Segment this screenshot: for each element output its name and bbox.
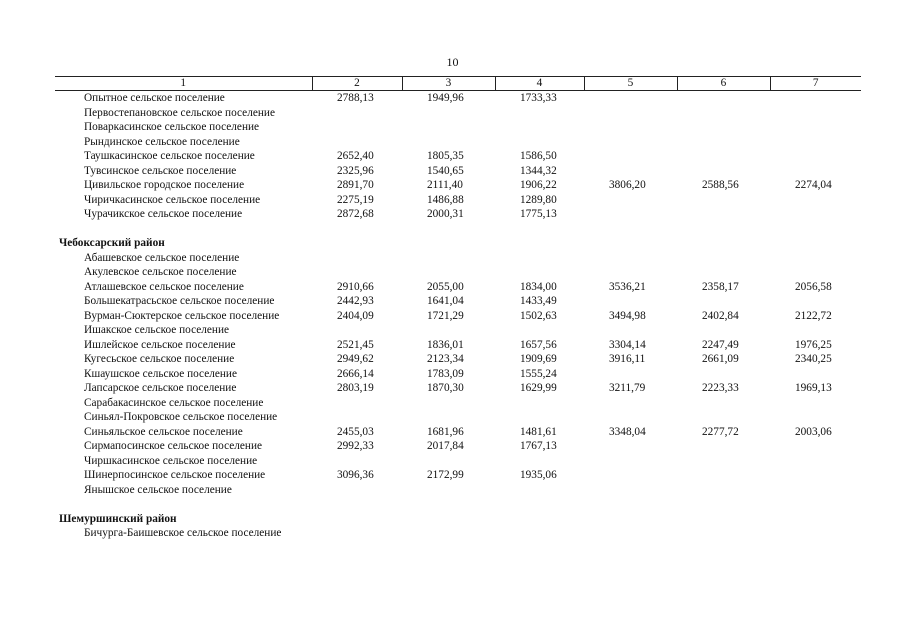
column-header-1: 1 [55, 77, 312, 91]
value-col-4: 1834,00 [520, 280, 557, 293]
settlement-name: Чиршкасинское сельское поселение [84, 454, 258, 467]
value-col-6 [677, 483, 770, 498]
value-col-4: 1733,33 [520, 92, 557, 104]
settlement-name: Цивильское городское поселение [84, 179, 245, 191]
value-col-2: 2404,09 [337, 309, 374, 322]
value-col-7: 2056,58 [795, 280, 832, 293]
value-col-3: 1486,88 [427, 193, 464, 206]
table-row [55, 367, 861, 382]
value-col-7 [770, 410, 861, 425]
column-header-2: 2 [312, 77, 402, 91]
value-col-3 [402, 483, 495, 498]
value-col-7: 1969,13 [795, 382, 832, 394]
value-col-3: 1949,96 [427, 92, 464, 104]
value-col-3: 2055,00 [427, 280, 464, 293]
value-col-2: 2442,93 [337, 295, 374, 307]
value-col-7 [770, 193, 861, 208]
value-col-6 [677, 323, 770, 338]
value-col-4 [495, 135, 584, 150]
value-col-4: 1586,50 [520, 150, 557, 162]
value-col-4: 1906,22 [520, 179, 557, 191]
value-col-5: 3494,98 [609, 309, 646, 322]
district-heading-row [55, 236, 861, 251]
table-row [55, 91, 861, 106]
table-row [55, 265, 861, 280]
value-col-7 [770, 149, 861, 164]
settlement-name: Бичурга-Баишевское сельское поселение [84, 527, 282, 539]
table-body [55, 91, 861, 541]
value-col-6: 2588,56 [702, 179, 739, 191]
value-col-5 [584, 120, 677, 135]
value-col-6 [677, 439, 770, 454]
value-col-7 [770, 164, 861, 179]
value-col-2: 2652,40 [337, 150, 374, 162]
value-col-5 [584, 468, 677, 483]
value-col-2 [312, 135, 402, 150]
value-col-6: 2358,17 [702, 280, 739, 293]
settlement-name: Атлашевское сельское поселение [84, 280, 244, 293]
value-col-3: 1641,04 [427, 295, 464, 307]
settlement-name: Первостепановское сельское поселение [84, 106, 275, 119]
settlement-name: Кшаушское сельское поселение [84, 367, 237, 380]
table-row [55, 280, 861, 295]
value-col-5 [584, 367, 677, 382]
value-col-4: 1502,63 [520, 309, 557, 322]
value-col-6 [677, 251, 770, 266]
value-col-6 [677, 410, 770, 425]
value-col-3: 1721,29 [427, 309, 464, 322]
value-col-3: 1783,09 [427, 367, 464, 380]
value-col-7 [770, 468, 861, 483]
value-col-3 [402, 120, 495, 135]
value-col-4 [495, 106, 584, 121]
table-row [55, 207, 861, 222]
value-col-7 [770, 251, 861, 266]
district-name: Шемуршинский район [59, 512, 177, 525]
settlement-name: Лапсарское сельское поселение [84, 382, 237, 394]
table-row [55, 454, 861, 469]
value-col-6: 2223,33 [702, 382, 739, 394]
value-col-2 [312, 410, 402, 425]
value-col-7: 2122,72 [795, 309, 832, 322]
value-col-7 [770, 120, 861, 135]
value-col-2: 2275,19 [337, 193, 374, 206]
table-row [55, 338, 861, 353]
value-col-5 [584, 106, 677, 121]
value-col-3: 1805,35 [427, 150, 464, 162]
table-row [55, 396, 861, 411]
value-col-7 [770, 367, 861, 382]
value-col-2: 2666,14 [337, 367, 374, 380]
district-heading-row [55, 512, 861, 527]
value-col-2: 2891,70 [337, 179, 374, 191]
table-row [55, 323, 861, 338]
settlement-name: Синьял-Покровское сельское поселение [84, 411, 278, 423]
value-col-6: 2661,09 [702, 353, 739, 365]
value-col-5: 3348,04 [609, 425, 646, 438]
settlement-name: Кугесьское сельское поселение [84, 353, 235, 365]
settlement-name: Поваркасинское сельское поселение [84, 121, 260, 133]
value-col-3: 1540,65 [427, 164, 464, 177]
value-col-4 [495, 265, 584, 280]
table-row [55, 526, 861, 541]
value-col-7 [770, 439, 861, 454]
value-col-6 [677, 164, 770, 179]
spacer-cell [55, 222, 861, 237]
settlement-name: Чурачикское сельское поселение [84, 208, 243, 220]
value-col-4: 1433,49 [520, 295, 557, 307]
value-col-4: 1775,13 [520, 208, 557, 220]
table-row [55, 149, 861, 164]
value-col-3 [402, 323, 495, 338]
value-col-6 [677, 367, 770, 382]
value-col-3: 2123,34 [427, 353, 464, 365]
data-table [55, 76, 861, 541]
value-col-6 [677, 294, 770, 309]
table-row [55, 135, 861, 150]
value-col-2: 2325,96 [337, 164, 374, 177]
value-col-3: 1681,96 [427, 425, 464, 438]
spacer-cell [55, 497, 861, 512]
settlement-name: Сирмапосинское сельское поселение [84, 440, 263, 452]
value-col-2 [312, 120, 402, 135]
value-col-2 [312, 526, 402, 541]
value-col-5 [584, 294, 677, 309]
table-row [55, 178, 861, 193]
value-col-5 [584, 454, 677, 469]
value-col-4: 1344,32 [520, 164, 557, 177]
settlement-name: Янышское сельское поселение [84, 483, 232, 496]
value-col-6 [677, 91, 770, 106]
table-row [55, 352, 861, 367]
settlement-name: Сарабакасинское сельское поселение [84, 396, 264, 409]
value-col-7: 2274,04 [795, 179, 832, 191]
settlement-name: Абашевское сельское поселение [84, 251, 240, 264]
value-col-4 [495, 323, 584, 338]
table-row [55, 106, 861, 121]
value-col-7: 2340,25 [795, 353, 832, 365]
value-col-4 [495, 454, 584, 469]
value-col-5 [584, 207, 677, 222]
value-col-2: 2992,33 [337, 440, 374, 452]
settlement-name: Рындинское сельское поселение [84, 135, 240, 148]
value-col-2 [312, 251, 402, 266]
value-col-2: 2872,68 [337, 208, 374, 220]
table-row [55, 381, 861, 396]
value-col-5 [584, 323, 677, 338]
table-row [55, 425, 861, 440]
value-col-2 [312, 265, 402, 280]
page-number: 10 [446, 55, 459, 69]
value-col-3 [402, 396, 495, 411]
value-col-7 [770, 483, 861, 498]
value-col-4: 1289,80 [520, 193, 557, 206]
settlement-name: Таушкасинское сельское поселение [84, 150, 255, 162]
value-col-6 [677, 454, 770, 469]
value-col-3 [402, 251, 495, 266]
value-col-6 [677, 149, 770, 164]
value-col-3 [402, 135, 495, 150]
value-col-4: 1629,99 [520, 382, 557, 394]
value-col-7 [770, 454, 861, 469]
settlement-name: Ишлейское сельское поселение [84, 338, 236, 351]
value-col-4 [495, 396, 584, 411]
settlement-name: Опытное сельское поселение [84, 92, 225, 104]
spacer-row [55, 222, 861, 237]
value-col-5 [584, 251, 677, 266]
value-col-2: 2949,62 [337, 353, 374, 365]
table-row [55, 410, 861, 425]
settlement-name: Тувсинское сельское поселение [84, 164, 237, 177]
value-col-6: 2247,49 [702, 338, 739, 351]
value-col-4 [495, 483, 584, 498]
value-col-5 [584, 193, 677, 208]
value-col-5 [584, 439, 677, 454]
value-col-4 [495, 251, 584, 266]
table-row [55, 164, 861, 179]
value-col-4 [495, 526, 584, 541]
value-col-7 [770, 106, 861, 121]
value-col-2 [312, 396, 402, 411]
value-col-3: 1870,30 [427, 382, 464, 394]
value-col-5: 3806,20 [609, 179, 646, 191]
value-col-2: 2521,45 [337, 338, 374, 351]
value-col-6: 2277,72 [702, 425, 739, 438]
value-col-2: 2788,13 [337, 92, 374, 104]
value-col-2: 3096,36 [337, 469, 374, 481]
value-col-5 [584, 164, 677, 179]
settlement-name: Шинерпосинское сельское поселение [84, 469, 266, 481]
value-col-6 [677, 106, 770, 121]
column-header-3: 3 [402, 77, 495, 91]
table-row [55, 483, 861, 498]
settlement-name: Чиричкасинское сельское поселение [84, 193, 261, 206]
district-name: Чебоксарский район [59, 237, 165, 249]
value-col-2: 2803,19 [337, 382, 374, 394]
value-col-5 [584, 396, 677, 411]
value-col-5 [584, 135, 677, 150]
table-row [55, 193, 861, 208]
value-col-3: 2111,40 [427, 179, 463, 191]
value-col-7 [770, 294, 861, 309]
value-col-2 [312, 483, 402, 498]
value-col-2: 2455,03 [337, 425, 374, 438]
value-col-3 [402, 454, 495, 469]
spacer-row [55, 497, 861, 512]
table-header-row [55, 77, 861, 91]
value-col-3: 2017,84 [427, 440, 464, 452]
column-header-6: 6 [677, 77, 770, 91]
value-col-7 [770, 396, 861, 411]
table-row [55, 294, 861, 309]
value-col-4 [495, 410, 584, 425]
value-col-4: 1481,61 [520, 425, 557, 438]
value-col-2 [312, 323, 402, 338]
value-col-6 [677, 207, 770, 222]
table-row [55, 468, 861, 483]
value-col-7 [770, 265, 861, 280]
value-col-2 [312, 454, 402, 469]
value-col-5: 3536,21 [609, 280, 646, 293]
value-col-7: 2003,06 [795, 425, 832, 438]
value-col-4: 1909,69 [520, 353, 557, 365]
value-col-2 [312, 106, 402, 121]
value-col-6: 2402,84 [702, 309, 739, 322]
value-col-5 [584, 410, 677, 425]
table-row [55, 439, 861, 454]
value-col-6 [677, 468, 770, 483]
settlement-name: Вурман-Сюктерское сельское поселение [84, 309, 280, 322]
value-col-6 [677, 120, 770, 135]
column-header-7: 7 [770, 77, 861, 91]
value-col-5 [584, 265, 677, 280]
value-col-2: 2910,66 [337, 280, 374, 293]
value-col-4: 1657,56 [520, 338, 557, 351]
value-col-3: 2172,99 [427, 469, 464, 481]
value-col-6 [677, 193, 770, 208]
value-col-3 [402, 410, 495, 425]
value-col-4 [495, 120, 584, 135]
column-header-5: 5 [584, 77, 677, 91]
value-col-6 [677, 135, 770, 150]
value-col-7 [770, 323, 861, 338]
value-col-7 [770, 91, 861, 106]
value-col-7 [770, 207, 861, 222]
value-col-4: 1935,06 [520, 469, 557, 481]
value-col-6 [677, 265, 770, 280]
value-col-5: 3916,11 [609, 353, 646, 365]
value-col-5 [584, 526, 677, 541]
value-col-7 [770, 135, 861, 150]
value-col-3: 2000,31 [427, 208, 464, 220]
table-row [55, 251, 861, 266]
table-row [55, 120, 861, 135]
settlement-name: Большекатрасьское сельское поселение [84, 295, 275, 307]
value-col-3: 1836,01 [427, 338, 464, 351]
value-col-3 [402, 265, 495, 280]
value-col-5 [584, 149, 677, 164]
settlement-name: Ишакское сельское поселение [84, 324, 230, 336]
value-col-3 [402, 526, 495, 541]
value-col-6 [677, 396, 770, 411]
value-col-6 [677, 526, 770, 541]
value-col-4: 1555,24 [520, 367, 557, 380]
value-col-3 [402, 106, 495, 121]
value-col-7 [770, 526, 861, 541]
value-col-5: 3211,79 [609, 382, 646, 394]
column-header-4: 4 [495, 77, 584, 91]
value-col-5 [584, 91, 677, 106]
value-col-5 [584, 483, 677, 498]
value-col-5: 3304,14 [609, 338, 646, 351]
value-col-7: 1976,25 [795, 338, 832, 351]
table-row [55, 309, 861, 324]
value-col-4: 1767,13 [520, 440, 557, 452]
settlement-name: Акулевское сельское поселение [84, 266, 237, 278]
settlement-name: Синьяльское сельское поселение [84, 425, 243, 438]
